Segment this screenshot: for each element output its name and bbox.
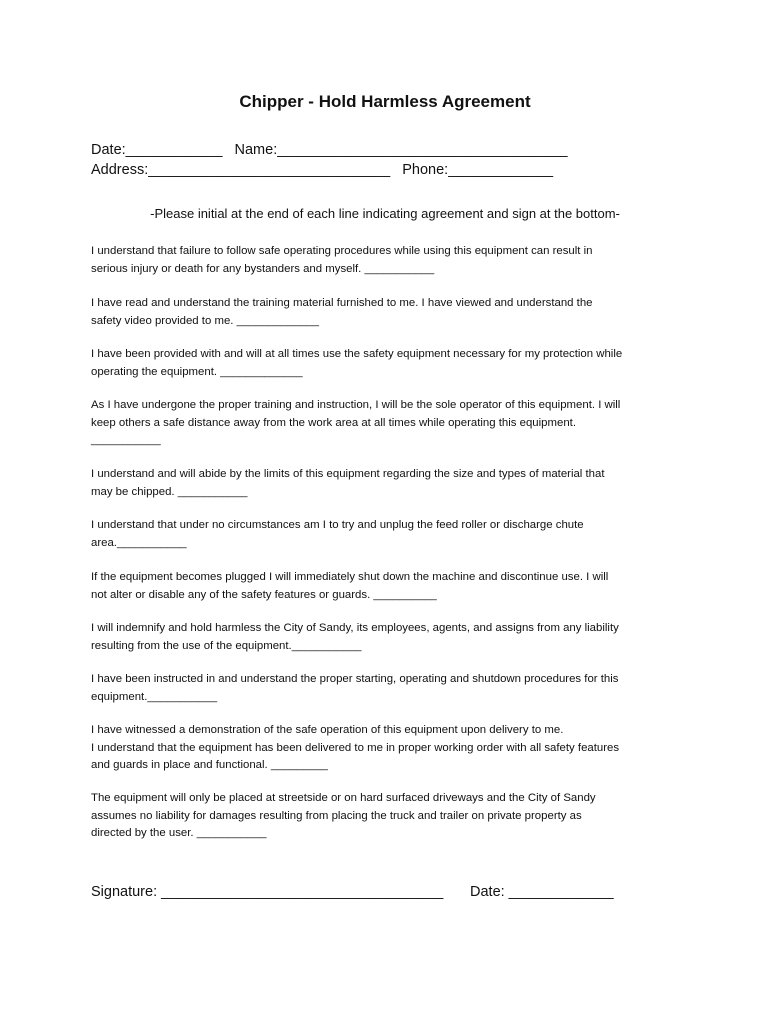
date-name-line: Date:____________ Name:____________________________________: [91, 142, 568, 158]
signature-line: Signature: ___________________________________: [91, 884, 444, 900]
agreement-paragraph: I have read and understand the training material furnished to me. I have viewed and understand the safety video provided to me. _____________: [91, 297, 593, 327]
agreement-paragraph: I understand that failure to follow safe operating procedures while using this equipment can result in serious injury or death for any bystanders and myself. ___________: [91, 245, 593, 275]
agreement-paragraph: I have been provided with and will at all times use the safety equipment necessary for my protection while operating the equipment. _____________: [91, 348, 623, 378]
agreement-paragraph: The equipment will only be placed at streetside or on hard surfaced driveways and the City of Sandy assumes no liability for damages resulting from placing the truck and trailer on private property as directed by the user. ___________: [91, 792, 596, 839]
document-title: Chipper - Hold Harmless Agreement: [239, 92, 531, 111]
agreement-paragraph: As I have undergone the proper training and instruction, I will be the sole operator of this equipment. I will keep others a safe distance away from the work area at all times while operating this equipment. ___________: [91, 399, 621, 446]
agreement-paragraph: I understand and will abide by the limits of this equipment regarding the size and types of material that may be chipped. ___________: [91, 468, 605, 498]
address-phone-line: Address:______________________________ Phone:_____________: [91, 162, 554, 178]
agreement-paragraph: I understand that under no circumstances am I to try and unplug the feed roller or discharge chute area.___________: [91, 519, 584, 549]
instructions-text: -Please initial at the end of each line indicating agreement and sign at the bottom-: [150, 206, 620, 221]
agreement-paragraph: I have been instructed in and understand the proper starting, operating and shutdown procedures for this equipment.___________: [91, 673, 619, 703]
signature-date-line: Date: _____________: [470, 884, 614, 900]
agreement-paragraph: I will indemnify and hold harmless the City of Sandy, its employees, agents, and assigns from any liability resulting from the use of the equipment.___________: [91, 622, 619, 652]
agreement-paragraph: I have witnessed a demonstration of the safe operation of this equipment upon delivery to me. I understand that the equipment has been delivered to me in proper working order with all safety features and guards in place and functional. _________: [91, 724, 620, 771]
agreement-paragraph: If the equipment becomes plugged I will immediately shut down the machine and discontinue use. I will not alter or disable any of the safety features or guards. __________: [91, 571, 609, 601]
